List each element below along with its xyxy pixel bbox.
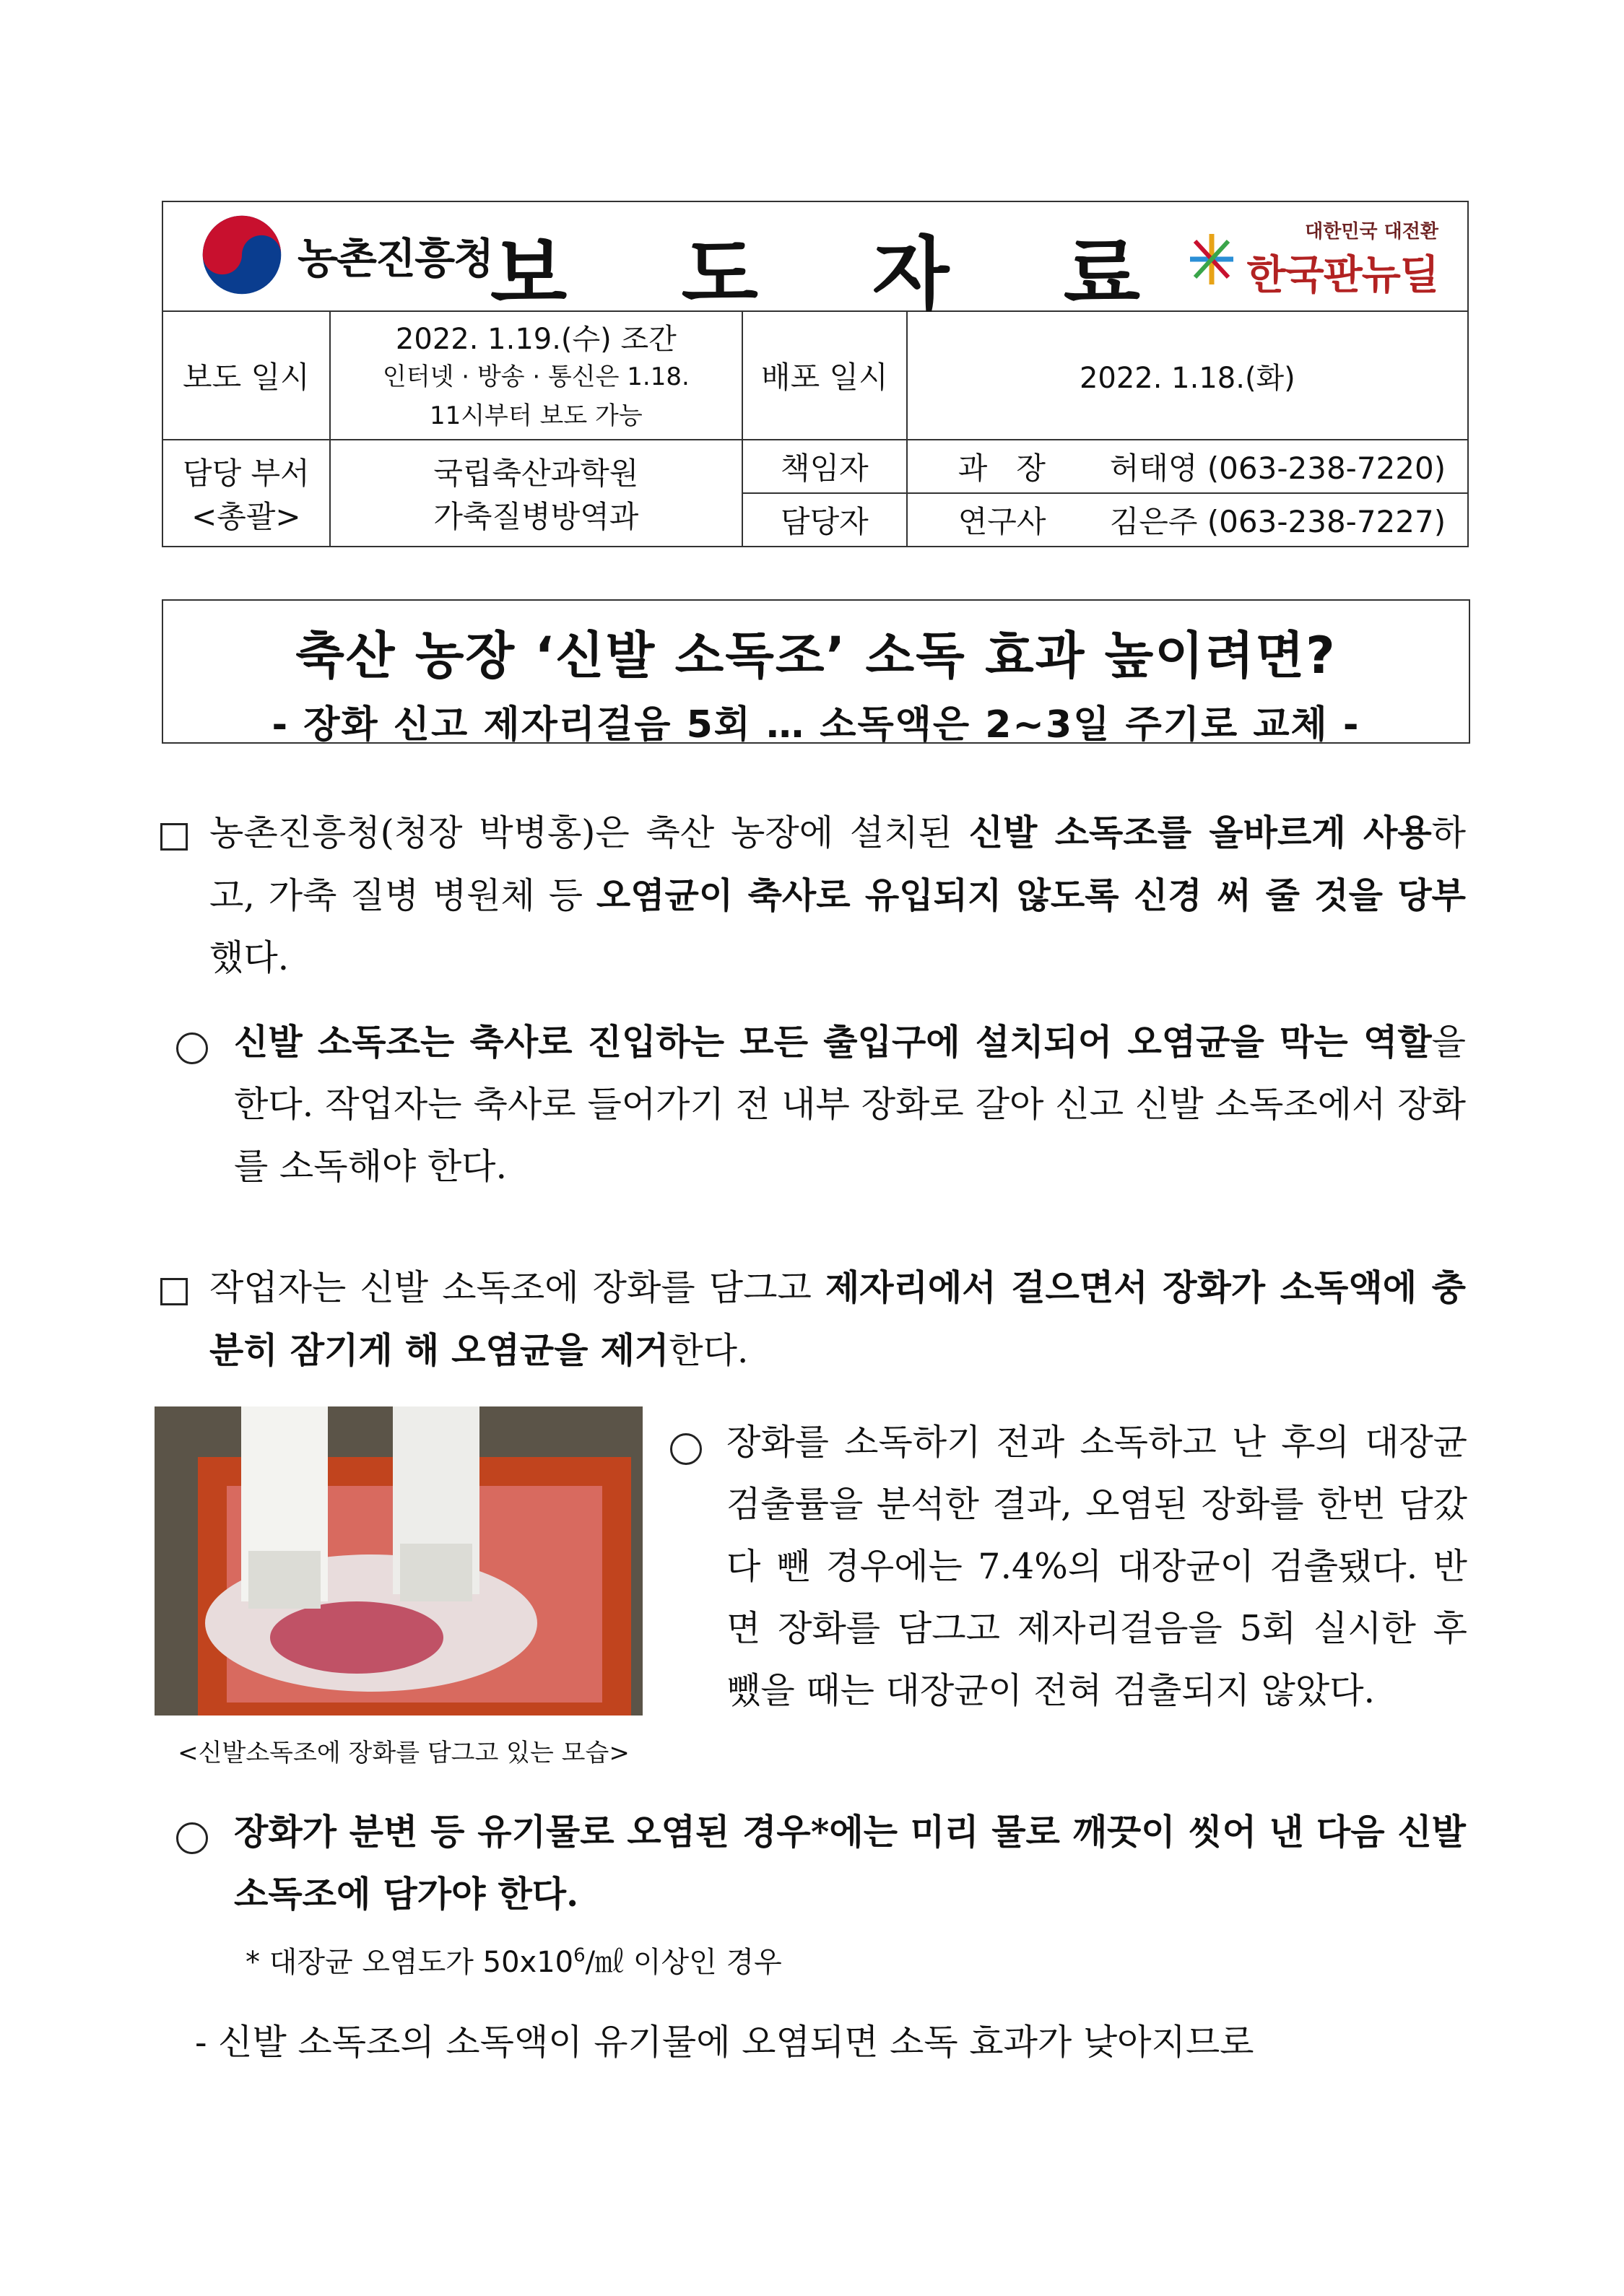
release-label: 보도 일시 xyxy=(162,311,330,440)
contact-person: 김은주 (063-238-7227) xyxy=(1109,504,1446,539)
paragraph-2: 신발 소독조는 축사로 진입하는 모든 출입구에 설치되어 오염균을 막는 역할을 한다. 작업자는 축사로 들어가기 전 내부 장화로 갈아 신고 신발 소독조에서 장화를 소독해야 한다. xyxy=(234,1021,1466,1187)
circle-bullet xyxy=(176,1032,208,1064)
newdeal-slogan: 대한민국 대전환 xyxy=(1305,221,1438,243)
release-date: 2022. 1.19.(수) 조간 xyxy=(395,322,677,356)
paragraph-4: 장화를 소독하기 전과 소독하고 난 후의 대장균 검출률을 분석한 결과, 오염된 장화를 한번 담갔다 뺀 경우에는 7.4%의 대장균이 검출됐다. 반면 장화를 담그고 제자리걸음을 5회 실시한 후 뺐을 때는 대장균이 전혀 검출되지 않았다. xyxy=(726,1422,1467,1711)
newdeal-name: 한국판뉴딜 xyxy=(1246,252,1438,299)
paragraph-3: 작업자는 신발 소독조에 장화를 담그고 제자리에서 걸으면서 장화가 소독액에 충분히 잠기게 해 오염균을 제거한다. xyxy=(209,1266,1466,1371)
paragraph-6: - 신발 소독조의 소독액이 유기물에 오염되면 소독 효과가 낮아지므로 xyxy=(195,2022,1254,2063)
responsible-person: 허태영 (063-238-7220) xyxy=(1109,451,1446,486)
press-header-table xyxy=(162,201,1469,547)
photo-caption: <신발소독조에 장화를 담그고 있는 모습> xyxy=(178,1739,630,1767)
newdeal-star-icon xyxy=(1186,230,1237,288)
headline-box xyxy=(162,599,1470,747)
header-banner xyxy=(162,201,1468,321)
distribute-label: 배포 일시 xyxy=(742,311,907,440)
org-name: 농촌진흥청 xyxy=(298,234,493,283)
dept-name-cell xyxy=(330,440,742,547)
contact-title: 연구사 xyxy=(958,504,1046,539)
newdeal-logo xyxy=(1186,217,1438,301)
responsible-cell xyxy=(907,440,1468,493)
responsible-label: 책임자 xyxy=(742,440,907,493)
paragraph-5: 장화가 분변 등 유기물로 오염된 경우*에는 미리 물로 깨끗이 씻어 낸 다음 신발 소독조에 담가야 한다. xyxy=(234,1811,1466,1915)
responsible-title: 과 장 xyxy=(958,451,1046,486)
contact-label: 담당자 xyxy=(742,493,907,547)
doc-type-title: 보 도 자 료 xyxy=(490,227,1184,321)
boot-disinfection-photo xyxy=(155,1406,643,1716)
headline: 축산 농장 ‘신발 소독조’ 소독 효과 높이려면? xyxy=(295,626,1337,685)
dept-name-2: 가축질병방역과 xyxy=(433,499,639,534)
dept-name-1: 국립축산과학원 xyxy=(433,456,639,491)
dept-label: 담당 부서 xyxy=(183,456,310,491)
dept-label-cell xyxy=(162,440,330,547)
subheadline: - 장화 신고 제자리걸음 5회 … 소독액은 2~3일 주기로 교체 - xyxy=(272,703,1360,747)
paragraph-1: 농촌진흥청(청장 박병홍)은 축산 농장에 설치된 신발 소독조를 올바르게 사용하고, 가축 질병 병원체 등 오염균이 축사로 유입되지 않도록 신경 써 줄 것을 당부했다. xyxy=(209,812,1466,978)
release-date-cell xyxy=(330,311,742,440)
footnote: * 대장균 오염도가 $50x10^6/㎖$ 이상인 경우 xyxy=(246,1944,782,1979)
circle-bullet xyxy=(670,1433,702,1465)
square-bullet xyxy=(160,1278,188,1305)
distribute-date: 2022. 1.18.(화) xyxy=(907,311,1468,440)
release-note-1: 인터넷 · 방송 · 통신은 1.18. xyxy=(382,362,690,391)
circle-bullet xyxy=(176,1822,208,1854)
dept-label-sub: <총괄> xyxy=(191,499,301,534)
release-note-2: 11시부터 보도 가능 xyxy=(429,401,643,430)
contact-cell xyxy=(907,493,1468,547)
square-bullet xyxy=(160,823,188,851)
